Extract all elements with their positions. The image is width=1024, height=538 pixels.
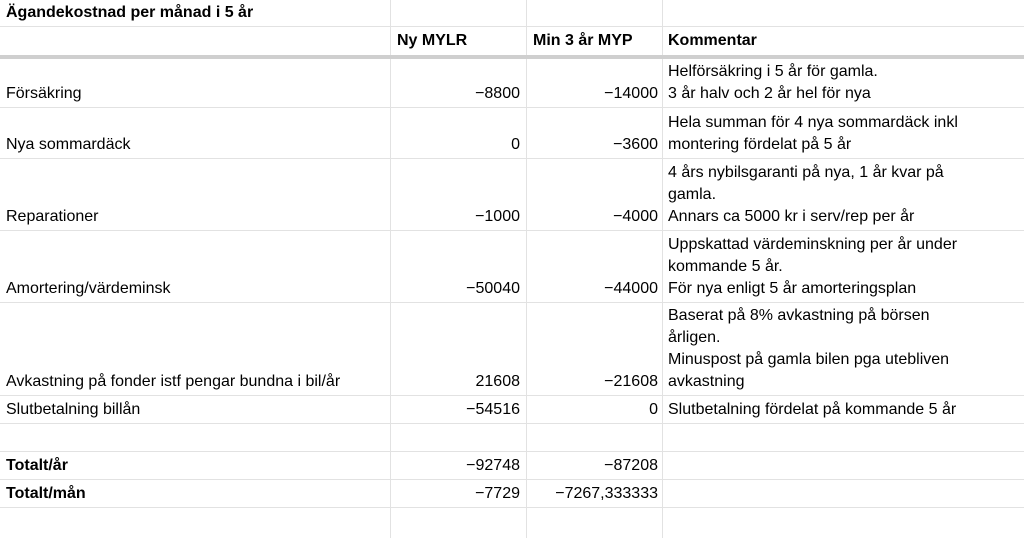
value-min-3-ar-myp[interactable]: 0 bbox=[649, 401, 658, 418]
total-row bbox=[0, 480, 1024, 508]
value-ny-mylr[interactable]: −1000 bbox=[475, 208, 520, 225]
total-label[interactable]: Totalt/år bbox=[6, 457, 68, 474]
header-cell-empty[interactable] bbox=[0, 27, 390, 55]
value-min-3-ar-myp[interactable]: −14000 bbox=[604, 85, 658, 102]
total-min-3-ar-myp[interactable]: −7267,333333 bbox=[555, 485, 658, 502]
value-min-3-ar-myp[interactable]: −44000 bbox=[604, 280, 658, 297]
comment-cell[interactable] bbox=[662, 59, 1024, 107]
comment-cell[interactable] bbox=[662, 396, 1024, 423]
comment-line: Uppskattad värdeminskning per år under bbox=[668, 236, 958, 253]
value-ny-mylr[interactable]: −50040 bbox=[466, 280, 520, 297]
total-min-3-ar-myp[interactable]: −87208 bbox=[604, 457, 658, 474]
empty-row bbox=[0, 424, 1024, 452]
value-ny-mylr[interactable]: 21608 bbox=[475, 373, 520, 390]
comment-line: 4 års nybilsgaranti på nya, 1 år kvar på bbox=[668, 164, 944, 181]
comment-line: gamla. bbox=[668, 186, 717, 203]
comment-cell[interactable] bbox=[662, 108, 1024, 158]
comment-line: avkastning bbox=[668, 373, 745, 390]
empty-cell[interactable] bbox=[662, 452, 1024, 479]
table-row bbox=[0, 231, 1024, 303]
comment-line: Annars ca 5000 kr i serv/rep per år bbox=[668, 208, 915, 225]
total-ny-mylr[interactable]: −7729 bbox=[475, 485, 520, 502]
total-row bbox=[0, 452, 1024, 480]
table-row bbox=[0, 159, 1024, 231]
value-ny-mylr[interactable]: 0 bbox=[511, 136, 520, 153]
comment-line: Minuspost på gamla bilen pga utebliven bbox=[668, 351, 950, 368]
table-row bbox=[0, 59, 1024, 108]
total-ny-mylr[interactable]: −92748 bbox=[466, 457, 520, 474]
row-label[interactable]: Slutbetalning billån bbox=[6, 401, 141, 418]
row-label[interactable]: Nya sommardäck bbox=[6, 136, 131, 153]
row-label[interactable]: Försäkring bbox=[6, 85, 82, 102]
title-row bbox=[0, 0, 1024, 27]
value-min-3-ar-myp[interactable]: −3600 bbox=[613, 136, 658, 153]
header-kommentar[interactable]: Kommentar bbox=[668, 32, 757, 49]
empty-row bbox=[0, 508, 1024, 538]
value-min-3-ar-myp[interactable]: −21608 bbox=[604, 373, 658, 390]
row-label[interactable]: Avkastning på fonder istf pengar bundna i bil/år bbox=[6, 373, 341, 390]
comment-cell[interactable] bbox=[662, 231, 1024, 302]
empty-cell[interactable] bbox=[0, 424, 390, 451]
comment-line: Hela summan för 4 nya sommardäck inkl bbox=[668, 114, 958, 131]
comment-line: årligen. bbox=[668, 329, 721, 346]
value-ny-mylr[interactable]: −8800 bbox=[475, 85, 520, 102]
header-ny-mylr[interactable]: Ny MYLR bbox=[397, 32, 468, 49]
empty-cell[interactable] bbox=[662, 480, 1024, 507]
value-min-3-ar-myp[interactable]: −4000 bbox=[613, 208, 658, 225]
row-label[interactable]: Amortering/värdeminsk bbox=[6, 280, 171, 297]
comment-line: Helförsäkring i 5 år för gamla. bbox=[668, 63, 878, 80]
row-label[interactable]: Reparationer bbox=[6, 208, 99, 225]
total-label[interactable]: Totalt/mån bbox=[6, 485, 86, 502]
comment-line: montering fördelat på 5 år bbox=[668, 136, 852, 153]
header-min-3-ar-myp[interactable]: Min 3 år MYP bbox=[533, 32, 633, 49]
sheet-title[interactable]: Ägandekostnad per månad i 5 år bbox=[6, 4, 254, 21]
comment-line: 3 år halv och 2 år hel för nya bbox=[668, 85, 871, 102]
table-row bbox=[0, 303, 1024, 396]
comment-line: kommande 5 år. bbox=[668, 258, 783, 275]
comment-cell[interactable] bbox=[662, 159, 1024, 230]
table-row bbox=[0, 108, 1024, 159]
comment-cell[interactable] bbox=[662, 303, 1024, 395]
value-ny-mylr[interactable]: −54516 bbox=[466, 401, 520, 418]
header-row bbox=[0, 27, 1024, 55]
table-row bbox=[0, 396, 1024, 424]
comment-line: För nya enligt 5 år amorteringsplan bbox=[668, 280, 917, 297]
comment-line: Slutbetalning fördelat på kommande 5 år bbox=[668, 401, 957, 418]
comment-line: Baserat på 8% avkastning på börsen bbox=[668, 307, 930, 324]
